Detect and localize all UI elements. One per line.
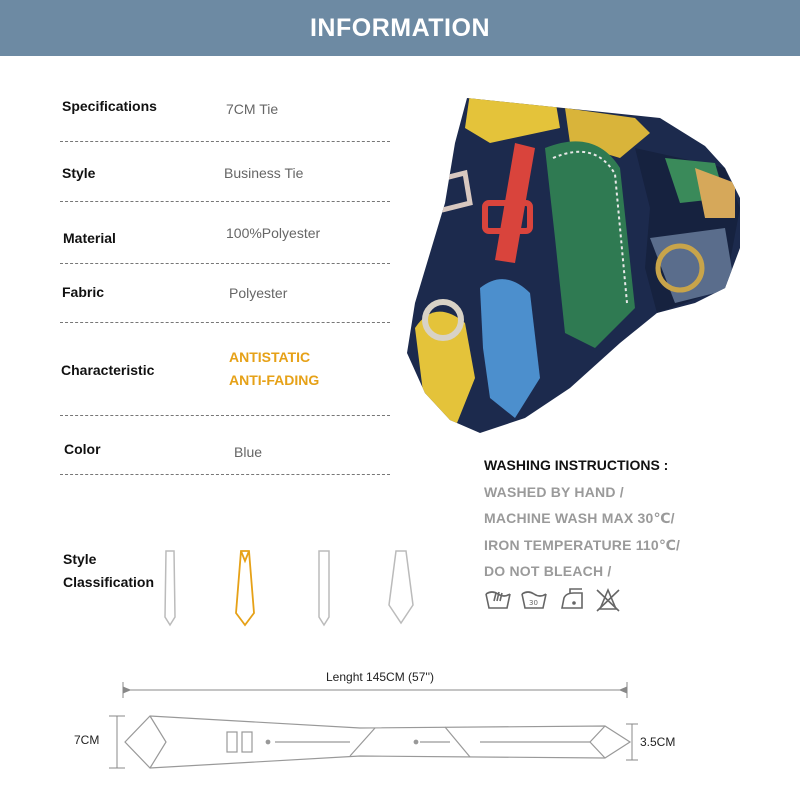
- spec-value-material: 100%Polyester: [226, 225, 321, 241]
- style-classification-label: Style Classification: [63, 551, 155, 590]
- spec-value-specifications: 7CM Tie: [226, 101, 279, 117]
- spec-value-fabric: Polyester: [229, 285, 288, 301]
- washing-line-iron: IRON TEMPERATURE 110℃/: [484, 537, 681, 553]
- tie-shape-standard-icon: [236, 551, 254, 625]
- page-title: INFORMATION: [309, 13, 490, 42]
- tie-shape-straight-icon: [319, 551, 329, 625]
- tie-outline: [125, 716, 630, 768]
- tie-shape-slim-icon: [165, 551, 175, 625]
- divider: [60, 141, 390, 142]
- spec-label-fabric: Fabric: [62, 284, 105, 300]
- hand-wash-icon: [486, 592, 510, 608]
- narrow-width-label: 3.5CM: [640, 735, 676, 749]
- divider: [60, 474, 390, 475]
- iron-icon: [562, 589, 582, 608]
- svg-text:30: 30: [529, 599, 538, 607]
- header-banner: [0, 0, 800, 56]
- divider: [60, 415, 390, 416]
- washing-line-hand: WASHED BY HAND /: [484, 484, 624, 500]
- spec-label-style: Style: [62, 165, 96, 181]
- wide-width-label: 7CM: [74, 733, 100, 747]
- spec-value-characteristic: [229, 346, 319, 392]
- no-bleach-icon: [597, 590, 619, 611]
- spec-value-color: Blue: [234, 444, 263, 460]
- tie-shape-wide-icon: [389, 551, 413, 623]
- spec-label-color: Color: [64, 441, 101, 457]
- spec-label-characteristic: Characteristic: [61, 362, 155, 378]
- washing-line-machine: MACHINE WASH MAX 30℃/: [484, 510, 675, 526]
- spec-value-style: Business Tie: [224, 165, 304, 181]
- characteristic-anti-fading: ANTI-FADING: [229, 372, 320, 388]
- washing-line-bleach: DO NOT BLEACH /: [484, 563, 612, 579]
- spec-label-material: Material: [63, 230, 116, 246]
- divider: [60, 322, 390, 323]
- spec-label-specifications: Specifications: [62, 98, 157, 114]
- style-classification-icons: [150, 545, 430, 630]
- washing-icons: [484, 584, 624, 614]
- machine-wash-30-icon: [522, 592, 546, 608]
- divider: [60, 201, 390, 202]
- length-label: Lenght 145CM (57''): [326, 670, 434, 684]
- washing-instructions-title: WASHING INSTRUCTIONS :: [484, 457, 669, 473]
- tie-product-photo: [395, 88, 800, 438]
- characteristic-antistatic: ANTISTATIC: [229, 349, 311, 365]
- divider: [60, 263, 390, 264]
